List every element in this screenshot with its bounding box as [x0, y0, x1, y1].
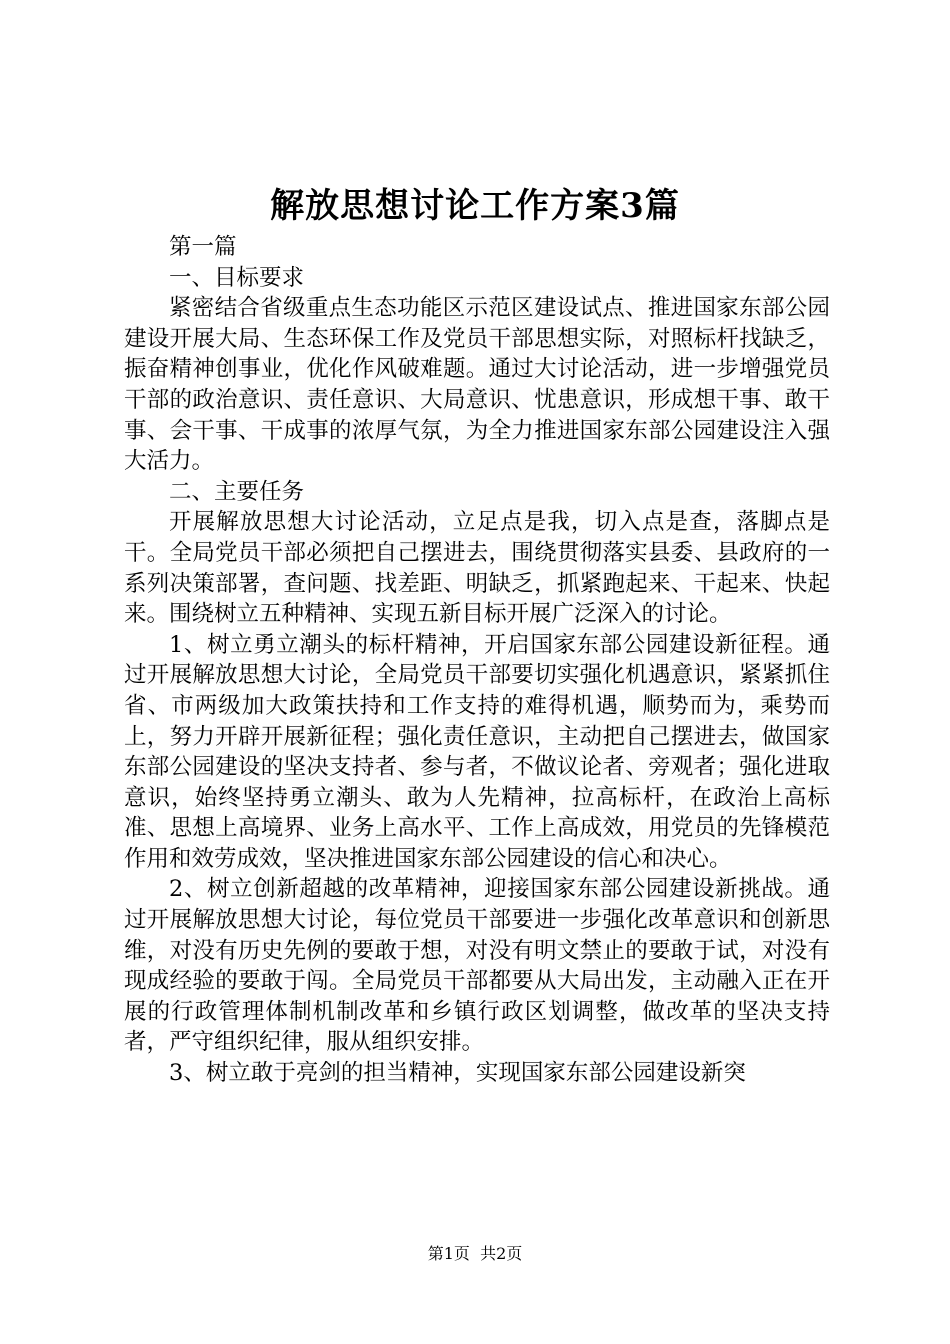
- section-heading-tasks: 二、主要任务: [169, 478, 305, 505]
- body-paragraph: 开展解放思想大讨论活动，立足点是我，切入点是查，落脚点是干。全局党员干部必须把自己摆进去，围绕贯彻落实县委、县政府的一系列决策部署，查问题、找差距、明缺乏，抓紧跑起来、干起来、快起来。围绕树立五种精神、实现五新目标开展广泛深入的讨论。: [124, 509, 830, 628]
- document-title: 解放思想讨论工作方案3篇: [270, 186, 680, 226]
- body-paragraph: 1、树立勇立潮头的标杆精神，开启国家东部公园建设新征程。通过开展解放思想大讨论，全局党员干部要切实强化机遇意识，紧紧抓住省、市两级加大政策扶持和工作支持的难得机遇，顺势而为，乘势而上，努力开辟开展新征程；强化责任意识，主动把自己摆进去，做国家东部公园建设的坚决支持者、参与者，不做议论者、旁观者；强化进取意识，始终坚持勇立潮头、敢为人先精神，拉高标杆，在政治上高标准、思想上高境界、业务上高水平、工作上高成效，用党员的先锋模范作用和效劳成效，坚决推进国家东部公园建设的信心和决心。: [124, 631, 830, 872]
- section-heading-goals: 一、目标要求: [169, 264, 305, 291]
- page-total: 共2页: [480, 1244, 523, 1263]
- body-paragraph: 紧密结合省级重点生态功能区示范区建设试点、推进国家东部公园建设开展大局、生态环保工作及党员干部思想实际，对照标杆找缺乏，振奋精神创事业，优化作风破难题。通过大讨论活动，进一步增强党员干部的政治意识、责任意识、大局意识、忧患意识，形成想干事、敢干事、会干事、干成事的浓厚气氛，为全力推进国家东部公园建设注入强大活力。: [124, 295, 830, 475]
- section-heading-part-one: 第一篇: [169, 234, 237, 260]
- body-paragraph: 3、树立敢于亮剑的担当精神，实现国家东部公园建设新突: [169, 1060, 746, 1087]
- body-paragraph: 2、树立创新超越的改革精神，迎接国家东部公园建设新挑战。通过开展解放思想大讨论，每位党员干部要进一步强化改革意识和创新思维，对没有历史先例的要敢于想，对没有明文禁止的要敢于试，对没有现成经验的要敢于闯。全局党员干部都要从大局出发，主动融入正在开展的行政管理体制机制改革和乡镇行政区划调整，做改革的坚决支持者，严守组织纪律，服从组织安排。: [124, 876, 830, 1056]
- page-number: 第1页: [427, 1244, 470, 1263]
- footer-separator: [470, 1244, 480, 1263]
- document-body: [124, 232, 830, 1089]
- page-footer: [0, 1244, 950, 1264]
